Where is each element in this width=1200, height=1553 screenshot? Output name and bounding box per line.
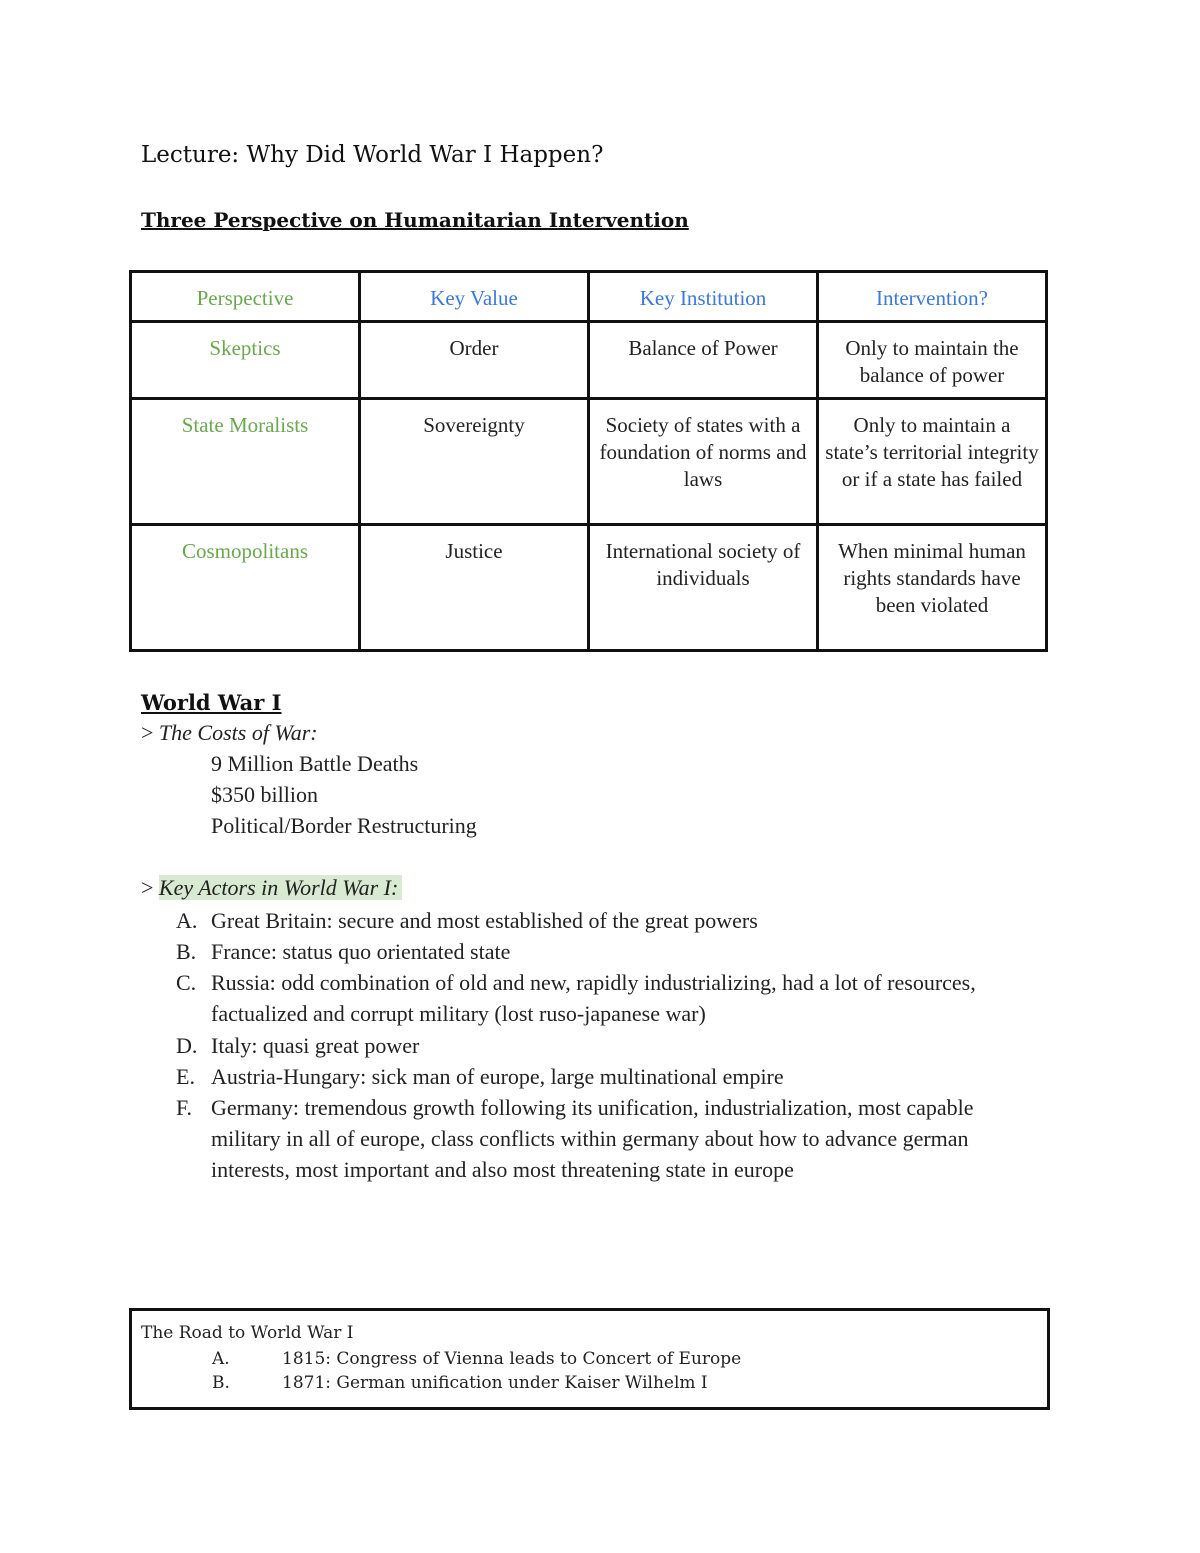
costs-heading: [141, 720, 318, 746]
header-perspective: Perspective: [131, 272, 360, 322]
road-to-war-box: [129, 1308, 1050, 1410]
lecture-title: Lecture: Why Did World War I Happen?: [141, 142, 604, 168]
list-text: France: status quo orientated state: [211, 939, 511, 964]
cost-item: 9 Million Battle Deaths: [211, 751, 419, 776]
cell-intervention: Only to maintain a state’s territorial integrity or if a state has failed: [818, 399, 1047, 525]
cell-perspective: Skeptics: [131, 322, 360, 399]
table-row: [131, 322, 1047, 399]
header-key-institution: Key Institution: [589, 272, 818, 322]
actors-prefix: >: [141, 875, 159, 900]
cell-key-institution: Society of states with a foundation of norms and laws: [589, 399, 818, 525]
list-item: [176, 1030, 1036, 1061]
cell-perspective: State Moralists: [131, 399, 360, 525]
header-key-value: Key Value: [360, 272, 589, 322]
cost-item: Political/Border Restructuring: [211, 813, 477, 838]
actors-heading-text: Key Actors in World War I:: [159, 875, 402, 900]
list-item: [176, 1061, 1036, 1092]
cell-perspective: Cosmopolitans: [131, 525, 360, 651]
table-row: [131, 399, 1047, 525]
cost-item: $350 billion: [211, 782, 318, 807]
cell-key-value: Justice: [360, 525, 589, 651]
list-item: [176, 967, 1036, 1029]
list-item: [176, 905, 1036, 936]
list-text: Germany: tremendous growth following its unification, industrialization, most capable military in all of europe, class conflicts within germany about how to advance german interests, most important and also most threatening state in europe: [211, 1095, 974, 1182]
table-header-row: [131, 272, 1047, 322]
list-label: C.: [176, 970, 197, 995]
list-item: [176, 1092, 1036, 1185]
actors-heading: [141, 875, 402, 901]
road-item-label: A.: [212, 1349, 230, 1369]
section-title: Three Perspective on Humanitarian Intervention: [141, 208, 689, 232]
road-item-text: 1815: Congress of Vienna leads to Concert of Europe: [282, 1349, 742, 1369]
cell-intervention: Only to maintain the balance of power: [818, 322, 1047, 399]
list-label: E.: [176, 1064, 195, 1089]
list-text: Austria-Hungary: sick man of europe, large multinational empire: [211, 1064, 784, 1089]
list-label: A.: [176, 908, 198, 933]
costs-prefix: >: [141, 720, 159, 745]
list-label: B.: [176, 939, 197, 964]
costs-heading-text: The Costs of War:: [158, 720, 318, 745]
cell-key-value: Order: [360, 322, 589, 399]
cell-key-value: Sovereignty: [360, 399, 589, 525]
list-label: D.: [176, 1033, 198, 1058]
table-row: [131, 525, 1047, 651]
cell-key-institution: Balance of Power: [589, 322, 818, 399]
road-item-label: B.: [212, 1373, 230, 1393]
cell-intervention: When minimal human rights standards have been violated: [818, 525, 1047, 651]
list-text: Russia: odd combination of old and new, rapidly industrializing, had a lot of resources, factualized and corrupt military (lost ruso-japanese war): [211, 970, 976, 1026]
cell-key-institution: International society of individuals: [589, 525, 818, 651]
road-item-text: 1871: German unification under Kaiser Wilhelm I: [282, 1373, 708, 1393]
list-label: F.: [176, 1095, 192, 1120]
road-title: The Road to World War I: [141, 1323, 354, 1343]
list-item: [176, 936, 1036, 967]
ww1-section-title: World War I: [141, 690, 282, 715]
list-text: Italy: quasi great power: [211, 1033, 420, 1058]
header-intervention: Intervention?: [818, 272, 1047, 322]
list-text: Great Britain: secure and most established of the great powers: [211, 908, 758, 933]
perspectives-table: [129, 270, 1048, 652]
